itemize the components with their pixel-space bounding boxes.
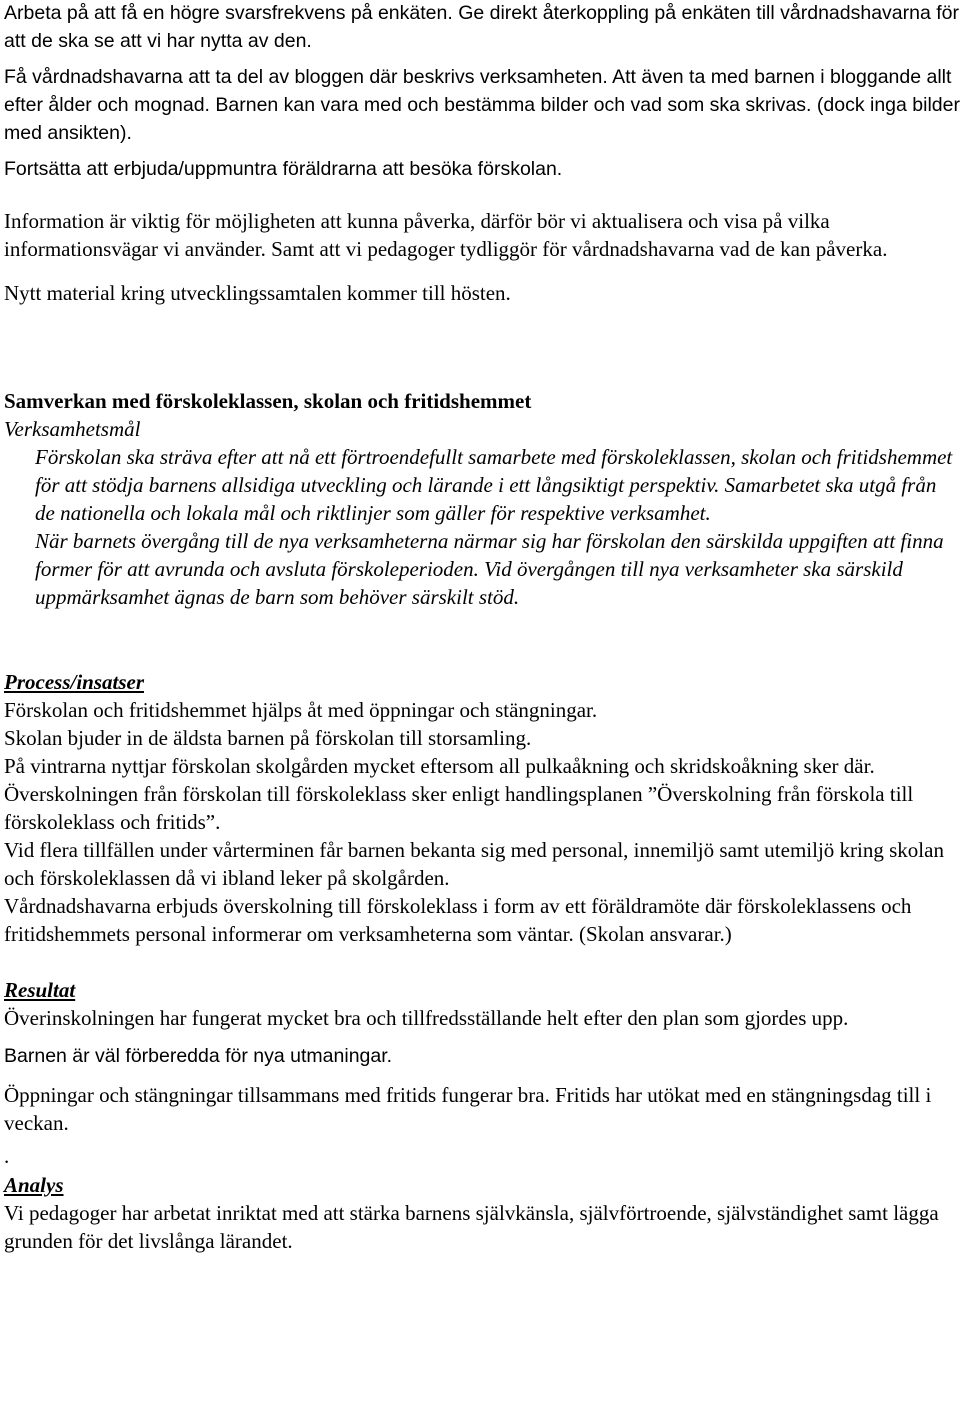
section-samverkan [4, 387, 960, 611]
result-heading: Resultat [4, 978, 76, 1002]
analysis-heading: Analys [4, 1173, 64, 1197]
result-paragraph-3: Öppningar och stängningar tillsammans med fritids fungerar bra. Fritids har utökat med en stängningsdag till i veckan. [4, 1083, 932, 1135]
process-item: Skolan bjuder in de äldsta barnen på förskolan till storsamling. [4, 726, 532, 750]
analysis-paragraph-1: Vi pedagoger har arbetat inriktat med att stärka barnens självkänsla, självförtroende, självständighet samt lägga grunden för det livslånga lärandet. [4, 1201, 939, 1253]
intro-paragraph-nytt-material: Nytt material kring utvecklingssamtalen kommer till hösten. [4, 281, 511, 305]
section-process [4, 668, 960, 948]
goal-heading: Verksamhetsmål [4, 417, 141, 441]
section-title: Samverkan med förskoleklassen, skolan och fritidshemmet [4, 389, 532, 413]
process-item: Förskolan och fritidshemmet hjälps åt med öppningar och stängningar. [4, 698, 598, 722]
result-paragraph-1: Överinskolningen har fungerat mycket bra och tillfredsställande helt efter den plan som gjordes upp. [4, 1006, 849, 1030]
process-heading: Process/insatser [4, 670, 145, 694]
intro-paragraph-besok: Fortsätta att erbjuda/uppmuntra föräldrarna att besöka förskolan. [4, 158, 563, 180]
result-paragraph-2: Barnen är väl förberedda för nya utmaningar. [4, 1045, 393, 1067]
goal-paragraph-1: Förskolan ska sträva efter att nå ett förtroendefullt samarbete med förskoleklassen, skolan och fritidshemmet för att stödja barnens allsidiga utveckling och lärande i ett långsiktigt perspektiv. Samarbetet ska utgå från de nationella och lokala mål och riktlinjer som gäller för respektive verksamhet. [35, 445, 953, 525]
process-item: Vårdnadshavarna erbjuds överskolning till förskoleklass i form av ett föräldramöte där förskoleklassens och fritidshemmets personal informerar om verksamheterna som väntar. (Skolan ansvarar.) [4, 894, 912, 946]
intro-paragraph-blogg: Få vårdnadshavarna att ta del av bloggen där beskrivs verksamheten. Att även ta med barnen i bloggande allt efter ålder och mognad. Barnen kan vara med och bestämma bilder och vad som ska skrivas. (dock inga bilder med ansikten). [4, 66, 960, 144]
process-item: På vintrarna nyttjar förskolan skolgården mycket eftersom all pulkaåkning och skridskoåkning sker där. [4, 754, 875, 778]
section-analysis [4, 1171, 960, 1255]
goal-text [4, 443, 960, 611]
goal-paragraph-2: När barnets övergång till de nya verksamheterna närmar sig har förskolan den särskilda uppgiften att finna former för att avrunda och avsluta förskoleperioden. Vid övergången till nya verksamheter ska särskild uppmärksamhet ägnas de barn som behöver särskilt stöd. [35, 529, 944, 609]
intro-paragraph-enkat: Arbeta på att få en högre svarsfrekvens på enkäten. Ge direkt återkoppling på enkäten till vårdnadshavarna för att de ska se att vi har nytta av den. [4, 2, 959, 52]
section-result [4, 976, 960, 1167]
process-item: Vid flera tillfällen under vårterminen får barnen bekanta sig med personal, innemiljö samt utemiljö kring skolan och förskoleklassen då vi ibland leker på skolgården. [4, 838, 944, 890]
intro-paragraph-information: Information är viktig för möjligheten att kunna påverka, därför bör vi aktualisera och visa på vilka informationsvägar vi använder. Samt att vi pedagoger tydliggör för vårdnadshavarna vad de kan påverka. [4, 209, 888, 261]
process-item: Överskolningen från förskolan till förskoleklass sker enligt handlingsplanen ”Överskolning från förskola till förskoleklass och fritids”. [4, 782, 914, 834]
stray-period: . [4, 1144, 10, 1168]
